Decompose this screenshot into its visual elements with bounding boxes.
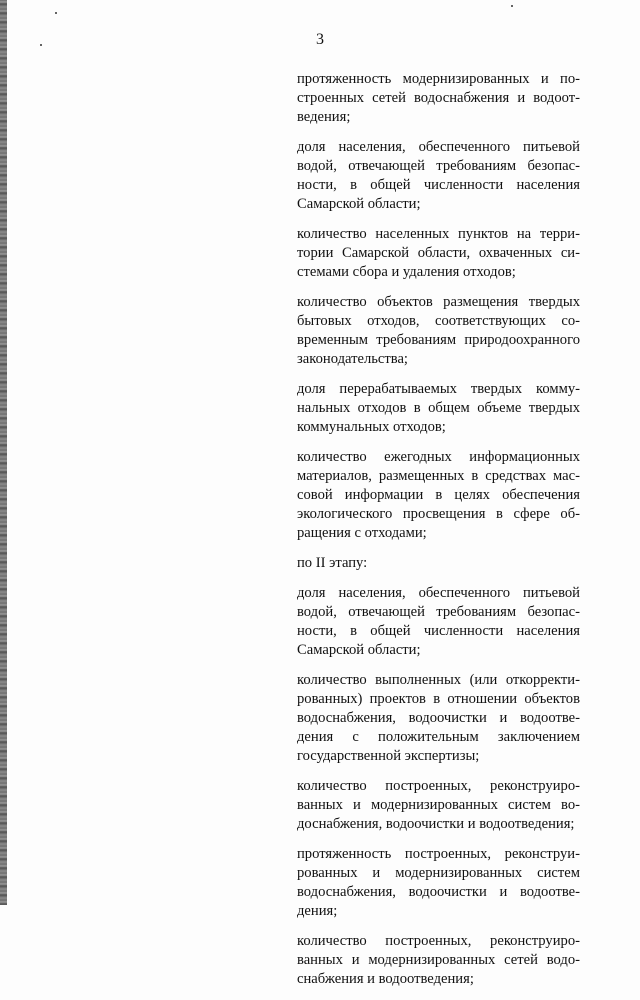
- stage-heading: по II этапу:: [297, 555, 368, 571]
- list-item: доля перерабатываемых твердых коммунальных отходов в общем объеме твердых коммунальных отходов;: [297, 381, 580, 435]
- list-item: количество ежегодных информационных материалов, размещенных в средствах массовой информации в целях обеспечения экологического просвещения в сфере обращения с отходами;: [297, 449, 580, 541]
- list-item: протяженность модернизированных и построенных сетей водоснабжения и водоотведения;: [297, 71, 580, 125]
- list-item: количество выполненных (или откорректированных) проектов в отношении объектов водоснабжения, водоочистки и водоотведения с положительным заключением государственной экспертизы;: [297, 672, 580, 764]
- scan-speck: [511, 5, 513, 7]
- list-item: доля населения, обеспеченного питьевой водой, отвечающей требованиям безопасности, в общей численности населения Самарской области;: [297, 585, 580, 658]
- scan-edge: [0, 0, 7, 905]
- list-item: количество объектов размещения твердых бытовых отходов, соответствующих современным требованиям природоохранного законодательства;: [297, 294, 580, 367]
- list-item: количество населенных пунктов на территории Самарской области, охваченных системами сбора и удаления отходов;: [297, 226, 580, 280]
- list-item: протяженность построенных, реконструированных и модернизированных систем водоснабжения, водоочистки и водоотведения;: [297, 846, 580, 919]
- list-item: доля населения, обеспеченного питьевой водой, отвечающей требованиям безопасности, в общей численности населения Самарской области;: [297, 139, 580, 212]
- list-item: количество построенных, реконструированных и модернизированных систем водоснабжения, водоочистки и водоотведения;: [297, 778, 580, 832]
- indicator-list: [297, 70, 580, 1000]
- scan-speck: [55, 12, 57, 14]
- list-item: количество построенных, реконструированных и модернизированных сетей водоснабжения и водоотведения;: [297, 933, 580, 987]
- page-number: 3: [316, 31, 324, 48]
